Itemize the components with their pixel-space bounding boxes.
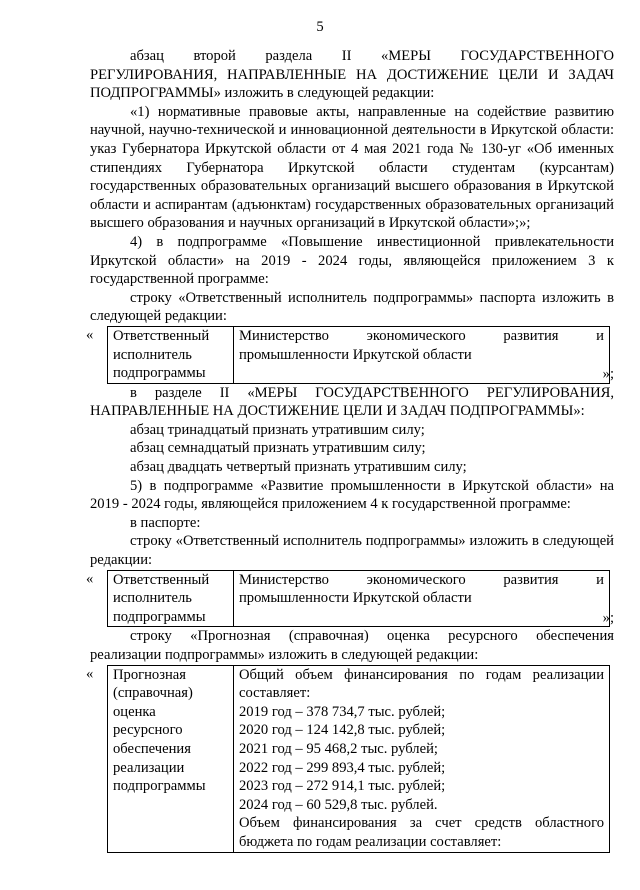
paragraph-middle-8: абзац двадцать четвертый признать утратившим силу; <box>130 459 467 476</box>
table-row <box>108 570 610 627</box>
table-responsible-1 <box>107 326 610 384</box>
open-quote: « <box>86 326 94 343</box>
table-responsible-2 <box>107 570 610 628</box>
label-line: оценка <box>113 703 156 720</box>
paragraph-middle-6: абзац тринадцатый признать утратившим силу; <box>130 421 425 438</box>
table-responsible-2-wrapper <box>86 570 614 628</box>
funding-outro: Объем финансирования за счет средств областного бюджета по годам реализации составляет: <box>239 815 604 850</box>
table-cell-label: Ответственный исполнитель подпрограммы <box>108 326 234 383</box>
close-quote: »; <box>602 609 614 626</box>
label-line: обеспечения <box>113 740 191 757</box>
table-funding <box>107 665 610 853</box>
table-cell-label: Ответственный исполнитель подпрограммы <box>108 570 234 627</box>
document-body <box>86 47 614 853</box>
label-line: подпрограммы <box>113 778 206 795</box>
funding-intro: Общий объем финансирования по годам реализации составляет: <box>239 666 604 702</box>
funding-year: 2023 год – 272 914,1 тыс. рублей; <box>239 778 446 795</box>
table-cell-value: Министерство экономического развития и промышленности Иркутской области <box>234 326 610 383</box>
open-quote: « <box>86 665 94 682</box>
label-line: ресурсного <box>113 722 183 739</box>
funding-year: 2020 год – 124 142,8 тыс. рублей; <box>239 722 446 739</box>
table-cell-value <box>234 665 610 852</box>
funding-year: 2024 год – 60 529,8 тыс. рублей. <box>239 796 438 813</box>
table-row <box>108 326 610 383</box>
paragraph-intro-2: «1) нормативные правовые акты, направленные на содействие развитию научной, научно-технической и инновационной деятельности в Иркутской области: указ Губернатора Иркутской области от 4 мая 2021 года № 130-уг «Об именных стипендиях Губернатора Иркутской области студентам (курсантам) государственных образовательных организаций высшего образования в Иркутской области и аспирантам (адъюнктам) государственных образовательных организаций высшего образования и научных организаций в Иркутской области»;»; <box>90 103 614 232</box>
label-line: реализации <box>113 759 185 776</box>
table-responsible-1-wrapper <box>86 326 614 384</box>
paragraph-intro-1: абзац второй раздела II «МЕРЫ ГОСУДАРСТВЕННОГО РЕГУЛИРОВАНИЯ, НАПРАВЛЕННЫЕ НА ДОСТИЖЕНИЕ ЦЕЛИ И ЗАДАЧ ПОДПРОГРАММЫ» изложить в следующей редакции: <box>90 48 614 102</box>
paragraph-middle-11: строку «Ответственный исполнитель подпрограммы» изложить в следующей редакции: <box>90 533 614 569</box>
paragraph-intro-3: 4) в подпрограмме «Повышение инвестиционной привлекательности Иркутской области» на 2019 - 2024 годы, являющейся приложением 3 к государственной программе: <box>90 233 614 288</box>
paragraph-middle-5: в разделе II «МЕРЫ ГОСУДАРСТВЕННОГО РЕГУЛИРОВАНИЯ, НАПРАВЛЕННЫЕ НА ДОСТИЖЕНИЕ ЦЕЛИ И ЗАДАЧ ПОДПРОГРАММЫ»: <box>90 384 614 420</box>
funding-year: 2019 год – 378 734,7 тыс. рублей; <box>239 703 446 720</box>
paragraph-middle-10: в паспорте: <box>130 514 201 531</box>
table-cell-value: Министерство экономического развития и промышленности Иркутской области <box>234 570 610 627</box>
page-number: 5 <box>316 19 324 35</box>
paragraph-middle-7: абзац семнадцатый признать утратившим силу; <box>130 440 426 457</box>
paragraph-intro-4: строку «Ответственный исполнитель подпрограммы» паспорта изложить в следующей редакции: <box>90 289 614 325</box>
funding-year: 2022 год – 299 893,4 тыс. рублей; <box>239 759 446 776</box>
table-cell-label <box>108 665 234 852</box>
funding-year: 2021 год – 95 468,2 тыс. рублей; <box>239 740 438 757</box>
open-quote: « <box>86 570 94 587</box>
label-line: Прогнозная <box>113 666 186 683</box>
label-line: (справочная) <box>113 685 193 702</box>
paragraph-after-12: строку «Прогнозная (справочная) оценка ресурсного обеспечения реализации подпрограммы» изложить в следующей редакции: <box>90 628 614 663</box>
paragraph-middle-9: 5) в подпрограмме «Развитие промышленности в Иркутской области» на 2019 - 2024 годы, являющейся приложением 4 к государственной программе: <box>90 477 614 513</box>
close-quote: »; <box>602 366 614 383</box>
table-funding-wrapper <box>86 665 614 853</box>
table-row <box>108 665 610 852</box>
